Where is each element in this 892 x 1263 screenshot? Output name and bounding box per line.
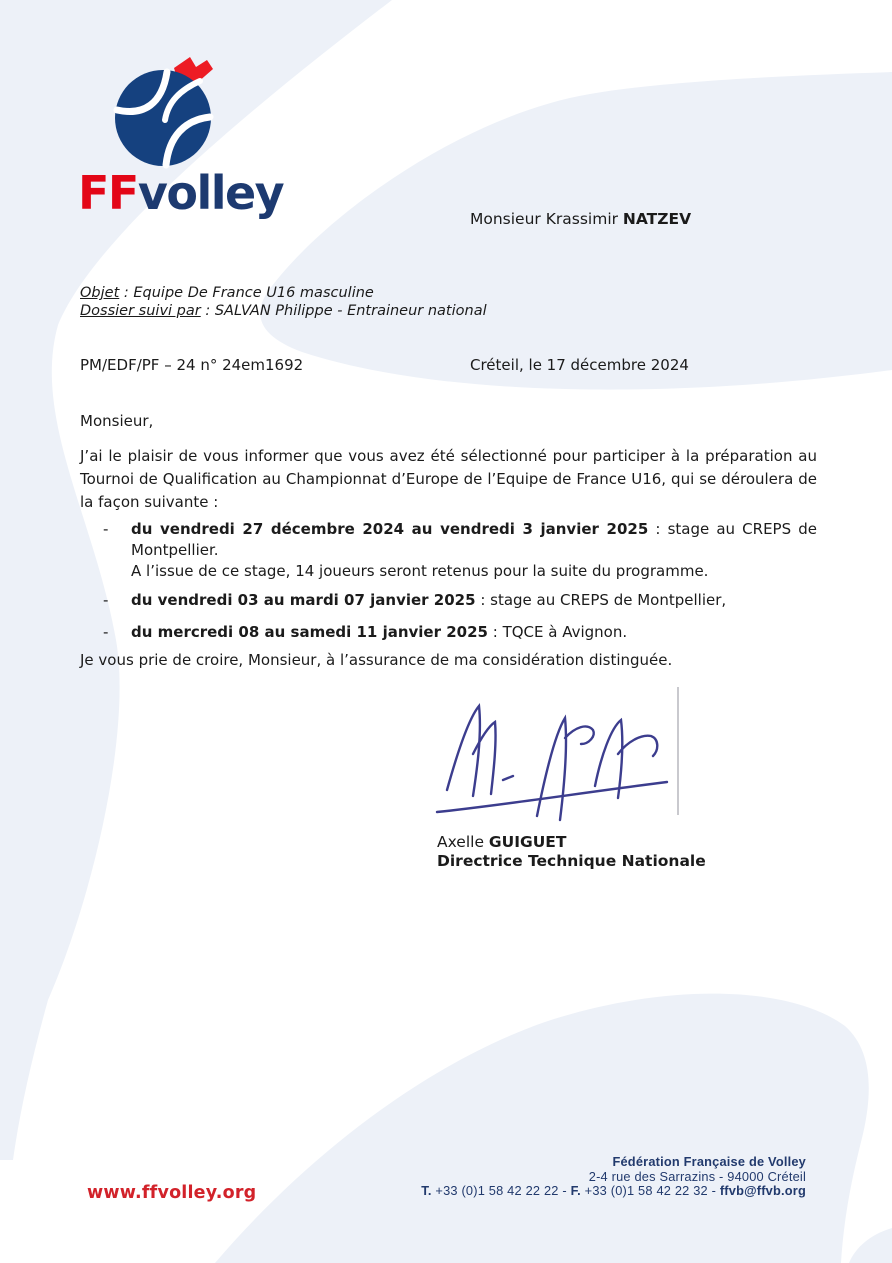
fax-label: F. <box>570 1183 581 1198</box>
subject-label: Objet <box>80 285 120 301</box>
recipient-prefix: Monsieur Krassimir <box>470 210 623 228</box>
ffvolley-logo <box>78 52 298 232</box>
signatory-block <box>437 833 706 871</box>
federation-name: Fédération Française de Volley <box>612 1154 806 1169</box>
bullet-dates: du vendredi 03 au mardi 07 janvier 2025 <box>131 591 476 609</box>
wordmark-ff: FF <box>78 166 138 220</box>
wordmark-volley: volley <box>137 166 284 220</box>
website-url: www.ffvolley.org <box>87 1183 257 1203</box>
list-item <box>80 519 817 582</box>
signatory-name <box>437 833 706 852</box>
bullet-extra-text: A l’issue de ce stage, 14 joueurs seront retenus pour la suite du programme. <box>131 562 709 580</box>
subject-block <box>80 285 487 320</box>
bullet-dates: du vendredi 27 décembre 2024 au vendredi 3 janvier 2025 <box>131 520 649 538</box>
fax-number: +33 (0)1 58 42 22 32 - <box>580 1183 720 1198</box>
bullet-text: : TQCE à Avignon. <box>487 623 628 641</box>
subject-value: : Equipe De France U16 masculine <box>119 285 374 301</box>
file-handler-label: Dossier suivi par <box>80 302 201 319</box>
list-item <box>80 590 817 611</box>
bullet-dash: - <box>103 520 109 538</box>
bullet-dash: - <box>103 591 109 609</box>
reference-number: PM/EDF/PF – 24 n° 24em1692 <box>80 356 304 374</box>
signature-box-edge <box>677 687 679 815</box>
bullet-dates: du mercredi 08 au samedi 11 janvier 2025 <box>131 623 488 641</box>
ffvolley-wordmark <box>78 166 284 220</box>
federation-email: ffvb@ffvb.org <box>719 1183 806 1198</box>
phone-label: T. <box>421 1183 432 1198</box>
volleyball-rooster-icon <box>110 54 230 172</box>
list-item <box>80 622 817 643</box>
signatory-first-name: Axelle <box>437 833 489 851</box>
file-handler-value: : SALVAN Philippe - Entraineur national <box>200 302 487 319</box>
recipient-line <box>470 210 691 228</box>
federation-phone-line <box>421 1184 806 1199</box>
bullet-text: : stage au CREPS de Montpellier, <box>475 591 727 609</box>
file-handler-line <box>80 303 487 321</box>
date-line: Créteil, le 17 décembre 2024 <box>470 356 689 374</box>
footer-contact-block <box>421 1155 806 1199</box>
recipient-name: NATZEV <box>622 210 692 228</box>
bullet-text: : stage au CREPS de Montpellier. <box>131 520 817 559</box>
closing-paragraph: Je vous prie de croire, Monsieur, à l’assurance de ma considération distinguée. <box>80 651 673 669</box>
salutation: Monsieur, <box>80 412 154 430</box>
bullet-dash: - <box>103 623 109 641</box>
subject-line <box>80 285 487 303</box>
signatory-last-name: GUIGUET <box>488 833 567 851</box>
intro-paragraph: J’ai le plaisir de vous informer que vous avez été sélectionné pour participer à la préparation au Tournoi de Qualification au Championnat d’Europe de l’Equipe de France U16, qui se déroulera de la façon suivante : <box>80 447 817 511</box>
federation-address: 2-4 rue des Sarrazins - 94000 Créteil <box>588 1168 806 1184</box>
phone-number: +33 (0)1 58 42 22 22 - <box>431 1183 571 1198</box>
handwritten-signature <box>435 692 673 822</box>
signatory-title: Directrice Technique Nationale <box>437 852 706 870</box>
